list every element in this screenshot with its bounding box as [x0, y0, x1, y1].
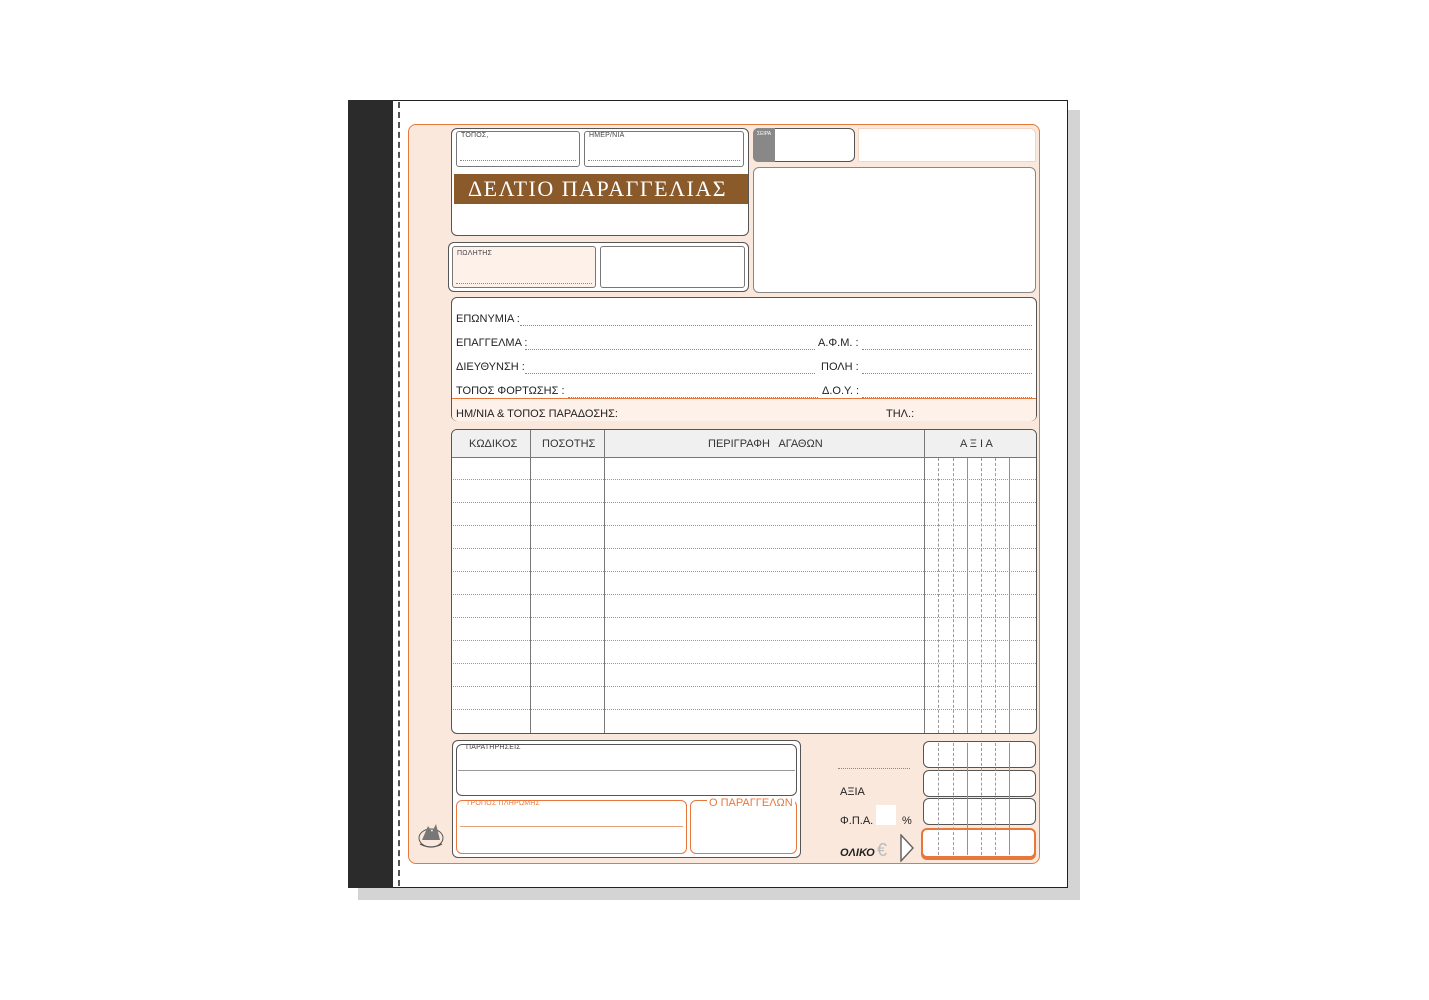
total-label: ΟΛΙΚΟ — [840, 847, 875, 859]
company-name-label: ΕΠΩΝΥΜΙΑ : — [456, 313, 520, 325]
items-table — [451, 429, 1037, 734]
vat-rate-field[interactable] — [876, 805, 896, 825]
payment-line — [460, 826, 683, 827]
col-quantity: ΠΟΣΟΤΗΣ — [542, 438, 596, 450]
sum-guide-1 — [938, 743, 939, 855]
loading-place-label: ΤΟΠΟΣ ΦΟΡΤΩΣΗΣ : — [456, 385, 565, 397]
vat-label: Φ.Π.Α. — [840, 815, 874, 827]
number-field[interactable] — [858, 128, 1036, 162]
profession-field[interactable] — [525, 349, 815, 350]
table-row[interactable] — [453, 594, 1036, 595]
value-guide-1 — [938, 458, 939, 733]
table-row[interactable] — [453, 548, 1036, 549]
sum-guide-4 — [995, 743, 996, 855]
publisher-logo-icon — [416, 818, 446, 852]
value-guide-3 — [981, 458, 982, 733]
seller-dots — [456, 283, 592, 284]
pad-binding — [348, 100, 393, 888]
address-label: ΔΙΕΥΘΥΝΣΗ : — [456, 361, 525, 373]
city-label: ΠΟΛΗ : — [821, 361, 859, 373]
address-field[interactable] — [525, 373, 815, 374]
col-divider-1 — [530, 430, 531, 733]
payment-method-field[interactable] — [456, 800, 687, 854]
date-dots — [588, 160, 740, 161]
sum-box-1[interactable] — [923, 741, 1036, 768]
table-row[interactable] — [453, 617, 1036, 618]
remarks-line — [458, 770, 795, 771]
table-row[interactable] — [453, 709, 1036, 710]
table-row[interactable] — [453, 686, 1036, 687]
customer-stamp-box[interactable] — [753, 167, 1036, 293]
value-guide-2 — [953, 458, 954, 733]
perforation-line — [398, 102, 400, 886]
table-row[interactable] — [453, 502, 1036, 503]
sum-decimal-line — [967, 743, 968, 855]
seller-label: ΠΩΛΗΤΗΣ — [457, 250, 493, 257]
document-title: ΔΕΛΤΙΟ ΠΑΡΑΓΓΕΛΙΑΣ — [454, 174, 748, 204]
company-name-field[interactable] — [520, 325, 1032, 326]
place-label: ΤΟΠΟΣ, — [461, 132, 489, 139]
vat-sum-box[interactable] — [923, 798, 1036, 825]
value-sum-box[interactable] — [923, 770, 1036, 797]
seller-extra-field[interactable] — [600, 246, 745, 288]
series-label: ΣΕΙΡΑ — [757, 131, 772, 137]
city-field[interactable] — [862, 373, 1032, 374]
col-code: ΚΩΔΙΚΟΣ — [469, 438, 518, 450]
payment-method-label: ΤΡΟΠΟΣ ΠΛΗΡΩΜΗΣ — [466, 800, 541, 807]
table-row[interactable] — [453, 571, 1036, 572]
value-decimal-line — [967, 458, 968, 733]
sum-guide-3 — [981, 743, 982, 855]
table-row[interactable] — [453, 479, 1036, 480]
sum-guide-2 — [953, 743, 954, 855]
place-dots — [460, 160, 576, 161]
orderer-label: Ο ΠΑΡΑΓΓΕΛΩΝ — [709, 797, 793, 809]
value-label: ΑΞΙΑ — [840, 786, 865, 798]
vat-number-label: Α.Φ.Μ. : — [818, 337, 859, 349]
arrow-right-icon — [900, 834, 914, 862]
date-label: ΗΜΕΡ/ΝΙΑ — [589, 132, 625, 139]
value-guide-4 — [995, 458, 996, 733]
profession-label: ΕΠΑΓΓΕΛΜΑ : — [456, 337, 528, 349]
table-row[interactable] — [453, 640, 1036, 641]
tax-office-label: Δ.Ο.Υ. : — [822, 385, 860, 397]
phone-label: ΤΗΛ.: — [886, 408, 915, 420]
col-description: ΠΕΡΙΓΡΑΦΗ ΑΓΑΘΩΝ — [708, 438, 823, 450]
vat-number-field[interactable] — [862, 349, 1032, 350]
sum-cents-line — [1009, 743, 1010, 855]
col-divider-3 — [924, 430, 925, 733]
col-value: Α Ξ Ι Α — [960, 438, 993, 450]
col-divider-2 — [604, 430, 605, 733]
table-row[interactable] — [453, 663, 1036, 664]
value-cents-line — [1009, 458, 1010, 733]
euro-icon: € — [877, 840, 888, 860]
series-tab — [753, 128, 775, 162]
delivery-label: ΗΜ/ΝΙΑ & ΤΟΠΟΣ ΠΑΡΑΔΟΣΗΣ: — [456, 408, 618, 420]
vat-percent-sign: % — [902, 815, 912, 827]
table-row[interactable] — [453, 525, 1036, 526]
value-dots — [838, 768, 910, 769]
remarks-label: ΠΑΡΑΤΗΡΗΣΕΙΣ — [466, 744, 521, 751]
